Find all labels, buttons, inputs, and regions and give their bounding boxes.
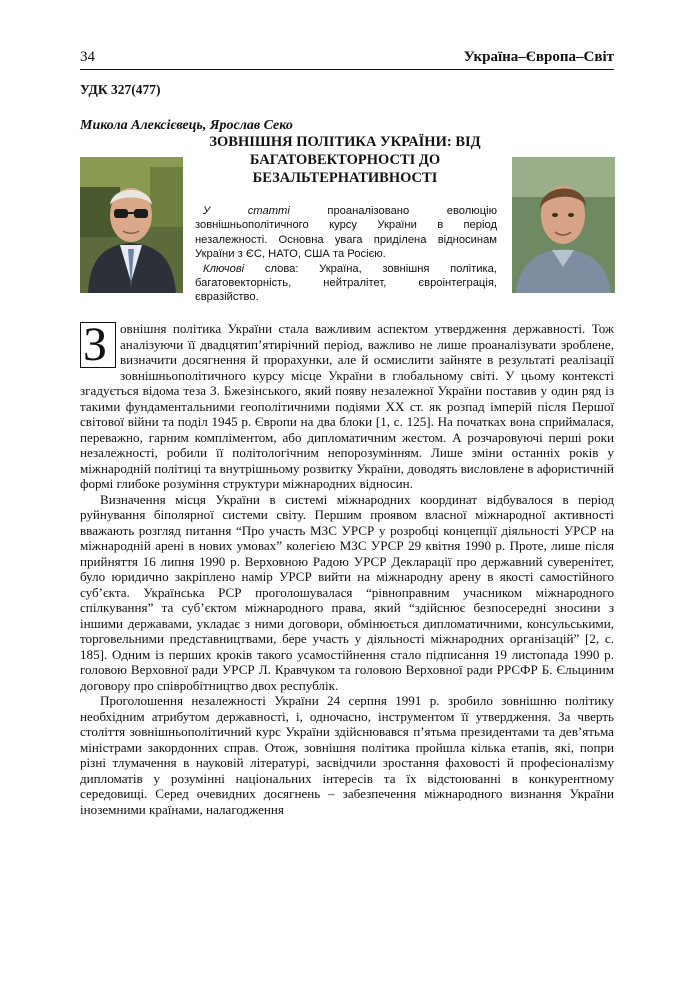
journal-title: Україна–Європа–Світ <box>463 49 614 65</box>
article-abstract <box>195 204 497 305</box>
author-photo-right <box>512 157 615 293</box>
author-names: Микола Алексієвець, Ярослав Секо <box>80 118 293 133</box>
article-title: ЗОВНІШНЯ ПОЛІТИКА УКРАЇНИ: ВІД БАГАТОВЕКТОРНОСТІ ДО БЕЗАЛЬТЕРНАТИВНОСТІ <box>209 134 481 186</box>
body-paragraph-1 <box>80 318 614 492</box>
udk-code: УДК 327(477) <box>80 82 161 97</box>
portrait-illustration-left <box>80 157 183 293</box>
keywords-text: слова: Україна, зовнішня політика, багатовекторність, нейтралітет, євроінтеграція, євразійство. <box>195 262 498 304</box>
running-header <box>80 49 614 71</box>
abstract-lead: У статті <box>203 205 290 217</box>
article-body <box>80 318 614 817</box>
body-paragraph-1-text: овнішня політика України стала важливим аспектом утвердження державності. Тож аналізуючи її двадцятип’ятирічний період, важливо не лише проаналізувати зроблене, визначити досягнення й прорахунки, але й осмислити зайняте в результаті реалізації зовнішньополітичного курсу місце України в глобальному світі. У цьому контексті згадується відома теза З. Бжезінського, який появу незалежної України поставив у один ряд із такими фундаментальними геополітичними подіями ХХ ст. як розпад імперій після Першої світової війни та поділ 1945 р. Європи на два блоки [1, с. 125]. На початках вона сприймалася, переважно, гарним компліментом, або дипломатичним жестом. А розчаровуючі перші роки незалежності, робили її політологічним непорозумінням. Лише зміни останніх років у міжнародній політиці та внутрішньому розвитку України, доводять висловлене в афористичній формі глибоке розуміння структури міжнародних відносин. <box>80 321 614 491</box>
page-number: 34 <box>80 49 95 65</box>
body-paragraph-3: Проголошення незалежності України 24 серпня 1991 р. зробило зовнішню політику необхідним атрибутом державності, і, одночасно, інструментом її утвердження. За чверть століття зовнішньополітичний курс України здійснювався п’ятьма президентами та дев’ятьма міністрами закордонних справ. Отож, зовнішня політика пройшла кілька етапів, які, попри різні тлумачення в науковій літературі, засвідчили зростання фаховості й професіоналізму дипломатів у розумінні національних інтересів та їх відстоюванні в конкурентному середовищі. Серед очевидних досягнень – забезпечення міжнародного визнання України іноземними країнами, налагодження <box>80 693 614 817</box>
keywords-paragraph <box>195 262 497 305</box>
abstract-text: проаналізовано еволюцію зовнішньополітичного курсу України в період незалежності. Основна увага приділена відносинам України з ЄС, НАТО, США та Росією. <box>195 205 497 261</box>
portrait-illustration-right <box>512 157 615 293</box>
header-rule <box>80 69 614 70</box>
drop-cap: З <box>80 322 116 368</box>
keywords-lead: Ключові <box>203 262 245 275</box>
body-paragraph-2: Визначення місця України в системі міжнародних координат відбувалося в період руйнування біполярної системи світу. Першим проявом власної міжнародної активності вважають розгляд питання “Про участь МЗС УРСР у розробці концепції діяльності УРСР на міжнародній арені в нових умовах” колегією МЗС УРСР 29 квітня 1990 р. Проте, лише після прийняття 16 липня 1990 р. Верховною Радою УРСР Декларації про державний суверенітет, було юридично закріплено намір УРСР вийти на міжнародну арену в якості самостійного суб’єкта. Українська РСР проголошувалася “рівноправним учасником міжнародного спілкування” та суб’єктом міжнародного права, який “здійснює безпосередні зносини з іншими державами, укладає з ними договори, обмінюється дипломатичними, консульськими, торговельними представництвами, бере участь у діяльності міжнародних організацій” [2, с. 185]. Одним із перших кроків такого усамостійнення стало підписання 19 листопада 1990 р. головою Верховної ради УРСР Л. Кравчуком та головою Верховної ради РРСФР Б. Єльциним договору про співробітництво двох республік. <box>80 491 614 693</box>
author-photo-left <box>80 157 183 293</box>
abstract-paragraph <box>195 204 497 262</box>
